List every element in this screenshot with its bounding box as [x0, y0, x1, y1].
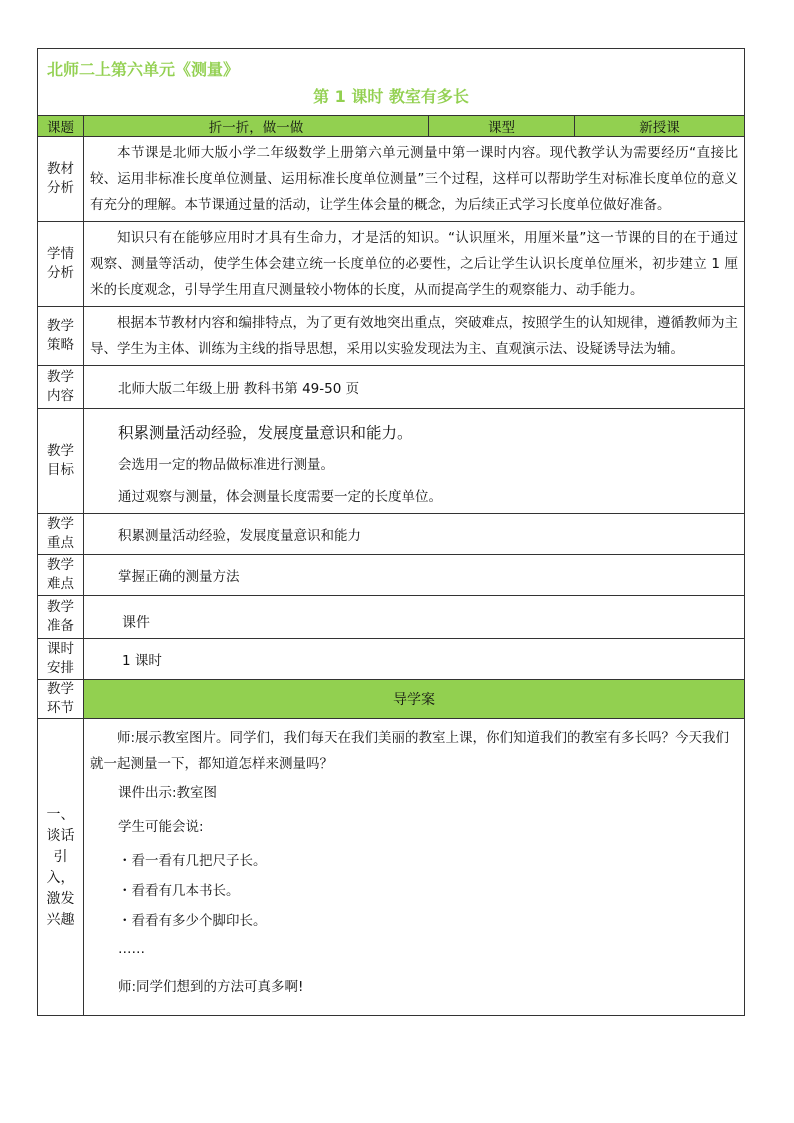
key-point-label: 教学重点: [38, 514, 84, 555]
content-text: 北师大版二年级上册 教科书第 49-50 页: [84, 366, 745, 409]
strategy-row: [38, 307, 745, 366]
material-row: [38, 137, 745, 222]
key-point-text: 积累测量活动经验，发展度量意识和能力: [84, 514, 745, 555]
goal-item: 积累测量活动经验，发展度量意识和能力。: [118, 424, 413, 442]
type-label: 课型: [429, 116, 575, 137]
difficulty-label: 教学难点: [38, 555, 84, 596]
type-value: 新授课: [575, 116, 745, 137]
schedule-row: [38, 639, 745, 680]
preparation-row: [38, 596, 745, 639]
material-text: 本节课是北师大版小学二年级数学上册第六单元测量中第一课时内容。现代教学认为需要经历“直接比较、运用非标准长度单位测量、运用标准长度单位测量”三个过程，这样可以帮助学生对标准长度单位的意义有充分的理解。本节课通过量的活动，让学生体会量的概念，为后续正式学习长度单位做好准备。: [84, 137, 745, 222]
goal-item: 会选用一定的物品做标准进行测量。: [118, 457, 334, 473]
preparation-label: 教学准备: [38, 596, 84, 639]
key-point-row: [38, 514, 745, 555]
intro-line: ・看看有多少个脚印长。: [118, 913, 267, 929]
lesson-plan-page: [37, 48, 744, 1016]
students-row: [38, 222, 745, 307]
students-label: 学情分析: [38, 222, 84, 307]
info-row: [38, 116, 745, 137]
intro-label: 一、 谈话 引 入， 激发 兴趣: [38, 719, 84, 1016]
process-header-label: 教学环节: [38, 680, 84, 719]
intro-line: 师:同学们想到的方法可真多啊!: [118, 979, 304, 995]
intro-line: ・看看有几本书长。: [118, 883, 240, 899]
topic-label: 课题: [38, 116, 84, 137]
schedule-label: 课时安排: [38, 639, 84, 680]
intro-line: 学生可能会说:: [118, 819, 204, 835]
goals-row: [38, 409, 745, 514]
content-label: 教学内容: [38, 366, 84, 409]
strategy-label: 教学策略: [38, 307, 84, 366]
difficulty-text: 掌握正确的测量方法: [84, 555, 745, 596]
intro-line: 师:展示教室图片。同学们，我们每天在我们美丽的教室上课，你们知道我们的教室有多长吗？今天我们就一起测量一下，都知道怎样来测量吗？: [90, 730, 730, 772]
process-header-text: 导学案: [84, 680, 745, 719]
process-header-row: [38, 680, 745, 719]
lesson-plan-table: [37, 48, 745, 1016]
material-label: 教材分析: [38, 137, 84, 222]
intro-line: 课件出示:教室图: [118, 785, 218, 801]
difficulty-row: [38, 555, 745, 596]
intro-line: ……: [118, 941, 145, 957]
intro-row: [38, 719, 745, 1016]
students-text: 知识只有在能够应用时才具有生命力，才是活的知识。“认识厘米，用厘米量”这一节课的目的在于通过观察、测量等活动，使学生体会建立统一长度单位的必要性，之后让学生认识长度单位厘米，初步建立 1 厘米的长度观念，引导学生用直尺测量较小物体的长度，从而提高学生的观察能力、动手能力。: [84, 222, 745, 307]
intro-cell: [84, 719, 745, 1016]
goal-item: 通过观察与测量，体会测量长度需要一定的长度单位。: [118, 489, 442, 505]
topic-value: 折一折，做一做: [84, 116, 429, 137]
goals-label: 教学目标: [38, 409, 84, 514]
strategy-text: 根据本节教材内容和编排特点，为了更有效地突出重点，突破难点，按照学生的认知规律，遵循教师为主导、学生为主体、训练为主线的指导思想，采用以实验发现法为主、直观演示法、设疑诱导法为辅。: [84, 307, 745, 366]
lesson-title-row: [38, 83, 745, 116]
preparation-text: 课件: [84, 596, 745, 639]
goals-cell: [84, 409, 745, 514]
intro-line: ・看一看有几把尺子长。: [118, 853, 267, 869]
lesson-title: 第 1 课时 教室有多长: [313, 86, 469, 106]
doc-title-row: [38, 49, 745, 84]
schedule-text: 1 课时: [84, 639, 745, 680]
content-row: [38, 366, 745, 409]
doc-title: 北师二上第六单元《测量》: [47, 60, 240, 79]
